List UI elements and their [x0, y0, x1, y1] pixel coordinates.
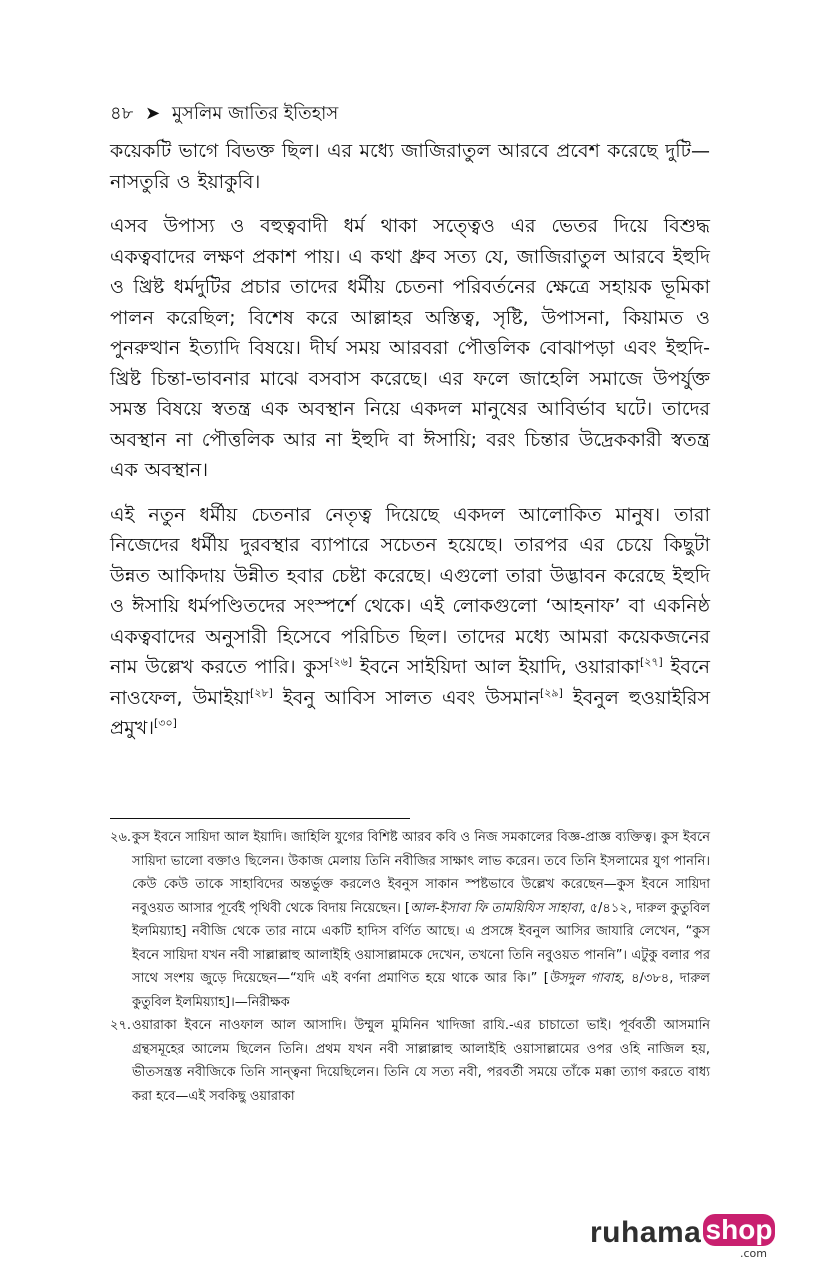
footnote-26-text-a: কুস ইবনে সায়িদা আল ইয়াদি। জাহিলি যুগের বিশিষ্ট আরব কবি ও নিজ সমকালের বিজ্ঞ-প্রাজ্ঞ ব্যক্তিত্ব। কুস ইবনে সায়িদা ভালো বক্তাও ছিলেন। উকাজ মেলায় তিনি নবীজির সাক্ষাৎ লাভ করেন। তবে তিনি ইসলামের যুগ পাননি। কেউ কেউ তাকে সাহাবিদের অন্তর্ভুক্ত করলেও ইবনুস সাকান স্পষ্টভাবে উল্লেখ করেছেন—কুস ইবনে সায়িদা নবুওয়ত আসার পূর্বেই পৃথিবী থেকে বিদায় নিয়েছেন। [: [132, 830, 710, 916]
paragraph-3-part-a: এই নতুন ধর্মীয় চেতনার নেতৃত্ব দিয়েছে একদল আলোকিত মানুষ। তারা নিজেদের ধর্মীয় দুরবস্থার ব্যাপারে সচেতন হয়েছে। তারপর এর চেয়ে কিছুটা উন্নত আকিদায় উন্নীত হবার চেষ্টা করেছে। এগুলো তারা উদ্ভাবন করেছে ইহুদি ও ঈসায়ি ধর্মপণ্ডিতদের সংস্পর্শে থেকে। এই লোকগুলো ‘আহনাফ’ বা একনিষ্ঠ একত্ববাদের অনুসারী হিসেবে পরিচিত ছিল। তাদের মধ্যে আমরা কয়েকজনের নাম উল্লেখ করতে পারি। কুস: [110, 503, 710, 678]
footnote-26-citation-1: আল-ইসাবা ফি তাময়িযিস সাহাবা: [410, 900, 582, 916]
footnote-ref-26[interactable]: [২৬]: [329, 655, 353, 669]
logo-shop-badge: [703, 1214, 775, 1246]
footnote-ref-28[interactable]: [২৮]: [250, 686, 273, 700]
paragraph-3-part-c: ইবনে নাওফেল, উমাইয়া: [110, 656, 710, 709]
footnote-ref-27[interactable]: [২৭]: [639, 655, 663, 669]
footnote-text: ওয়ারাকা ইবনে নাওফাল আল আসাদি। উম্মুল মুমিনিন খাদিজা রাযি.-এর চাচাতো ভাই। পূর্ববর্তী আসমানি গ্রন্থসমূহের আলেম ছিলেন তিনি। প্রথম যখন নবী সাল্লাল্লাহু আলাইহি ওয়াসাল্লামের ওপর ওহি নাজিল হয়, ভীতসন্ত্রস্ত নবীজিকে তিনি সান্ত্বনা দিয়েছিলেন। তিনি যে সত্য নবী, পরবর্তী সময়ে তাঁকে মক্কা ত্যাগ করতে বাধ্য করা হবে—এই সবকিছু ওয়ারাকা: [132, 1018, 710, 1104]
paragraph-3: [110, 500, 710, 744]
page-header: [110, 100, 710, 128]
paragraph-2: এসব উপাস্য ও বহুত্ববাদী ধর্ম থাকা সত্ত্বেও এর ভেতর দিয়ে বিশুদ্ধ একত্ববাদের লক্ষণ প্রকাশ পায়। এ কথা ধ্রুব সত্য যে, জাজিরাতুল আরবে ইহুদি ও খ্রিষ্ট ধর্মদুটির প্রচার তাদের ধর্মীয় চেতনা পরিবর্তনের ক্ষেত্রে সহায়ক ভূমিকা পালন করেছিল; বিশেষ করে আল্লাহর অস্তিত্ব, সৃষ্টি, উপাসনা, কিয়ামত ও পুনরুত্থান ইত্যাদি বিষয়ে। দীর্ঘ সময় আরবরা পৌত্তলিক বোঝাপড়া এবং ইহুদি-খ্রিষ্ট চিন্তা-ভাবনার মাঝে বসবাস করেছে। এর ফলে জাহেলি সমাজে উপর্যুক্ত সমস্ত বিষয়ে স্বতন্ত্র এক অবস্থান নিয়ে একদল মানুষের আবির্ভাব ঘটে। তাদের অবস্থান না পৌত্তলিক আর না ইহুদি বা ঈসায়ি; বরং চিন্তার উদ্রেককারী স্বতন্ত্র এক অবস্থান।: [110, 215, 711, 481]
main-text: [110, 136, 710, 744]
footnote-26: [110, 826, 710, 1014]
logo-shop-text: shop: [705, 1214, 773, 1245]
footnote-ref-30[interactable]: [৩০]: [154, 716, 177, 730]
ruhamashop-logo: [590, 1210, 780, 1262]
logo-ruhama-text: ruhama: [590, 1216, 702, 1249]
footnote-27: [110, 1014, 710, 1108]
logo-dotcom-text: .com: [740, 1247, 767, 1260]
footnote-26-text-b: , ৫/৪১২, দারুল কুতুবিল ইলমিয়্যাহ] নবীজি থেকে তার নামে একটি হাদিস বর্ণিত আছে। এ প্রসঙ্গে ইবনুল আসির জাযারি লেখেন, “কুস ইবনে সায়িদা যখন নবী সাল্লাল্লাহু আলাইহি ওয়াসাল্লামকে দেখেন, তখনো তিনি নবুওয়ত পাননি”। এটুকু বলার পর সাথে সংশয় জুড়ে দিয়েছেন—“যদি এই বর্ণনা প্রমাণিত হয়ে থাকে আর কি।” [: [132, 900, 710, 986]
book-title: মুসলিম জাতির ইতিহাস: [171, 103, 339, 124]
footnote-26-text-c: , ৪/৩৮৪, দারুল কুতুবিল ইলমিয়্যাহ]।—নিরীক্ষক: [132, 971, 710, 1010]
footnotes: [110, 826, 710, 1108]
paragraph-3-part-d: ইবনু আবিস সালত এবং উসমান: [272, 686, 540, 709]
footnote-divider: [110, 818, 410, 819]
footnote-ref-29[interactable]: [২৯]: [539, 686, 563, 700]
page-number: ৪৮: [110, 103, 134, 124]
paragraph-3-part-e: ইবনুল হুওয়াইরিস প্রমুখ।: [110, 686, 710, 739]
footnote-26-citation-2: উসদুল গাবাহ: [548, 971, 621, 986]
paragraph-1: কয়েকটি ভাগে বিভক্ত ছিল। এর মধ্যে জাজিরাতুল আরবে প্রবেশ করেছে দুটি—নাসতুরি ও ইয়াকুবি।: [110, 140, 710, 193]
footnote-text: [132, 826, 710, 1014]
footnote-number: ২৬.: [110, 830, 132, 845]
paragraph-3-part-b: ইবনে সাইয়িদা আল ইয়াদি, ওয়ারাকা: [352, 656, 640, 678]
footnote-number: ২৭.: [110, 1018, 132, 1033]
arrow-icon: ➤: [145, 103, 161, 124]
